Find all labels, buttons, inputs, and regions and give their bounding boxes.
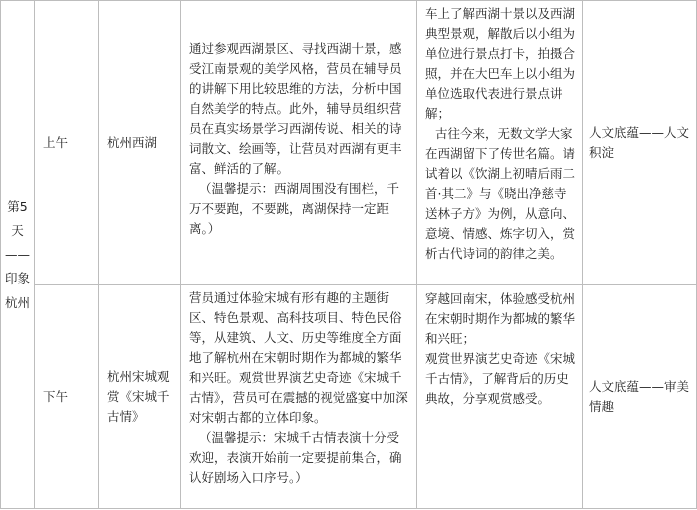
tip-text: （温馨提示：宋城千古情表演十分受欢迎，表演开始前一定要提前集合，确认好剧场入口序号。） [189, 430, 402, 485]
day-label-cell [1, 1, 35, 509]
time-cell [35, 1, 99, 285]
task-text: 穿越回南宋，体验感受杭州在宋朝时期作为都城的繁华和兴旺； [425, 291, 576, 346]
time-label: 下午 [43, 388, 69, 404]
literacy-cell [583, 285, 697, 509]
table-row-afternoon [1, 285, 697, 509]
task-cell [417, 285, 583, 509]
description-text: 通过参观西湖景区、寻找西湖十景，感受江南景观的美学风格，营员在辅导员的讲解下用比较思维的方法，分析中国自然美学的特点。此外，辅导员组织营员在真实场景学习西湖传说、相关的诗词散文、绘画等，让营员对西湖有更丰富、鲜活的了解。 [189, 41, 402, 176]
task-text: 观赏世界演艺史奇迹《宋城千古情》，了解背后的历史典故，分享观赏感受。 [425, 351, 576, 406]
place-cell [99, 1, 181, 285]
table-row-morning [1, 1, 697, 285]
task-text: 车上了解西湖十景以及西湖典型景观，解散后以小组为单位进行景点打卡，拍摄合照，并在大巴车上以小组为单位选取代表进行景点讲解； [425, 6, 576, 121]
literacy-label: 人文底蕴——审美情趣 [589, 378, 690, 414]
place-label: 杭州西湖 [107, 134, 158, 150]
place-label: 杭州宋城观赏《宋城千古情》 [107, 368, 170, 424]
tip-text: （温馨提示：西湖周围没有围栏，千万不要跑，不要跳，离湖保持一定距离。） [189, 181, 400, 236]
description-cell [181, 1, 417, 285]
time-cell [35, 285, 99, 509]
place-cell [99, 285, 181, 509]
literacy-cell [583, 1, 697, 285]
task-text: 古往今来，无数文学大家在西湖留下了传世名篇。请试着以《饮湖上初晴后雨二首·其二》与《晓出净慈寺送林子方》为例，从意向、意境、情感、炼字切入，赏析古代诗词的韵律之美。 [425, 126, 576, 261]
description-text: 营员通过体验宋城有形有趣的主题街区、特色景观、高科技项目、特色民俗等，从建筑、人文、历史等维度全方面地了解杭州在宋朝时期作为都城的繁华和兴旺。观赏世界演艺史奇迹《宋城千古情》，营员可在震撼的视觉盛宴中加深对宋朝古都的立体印象。 [189, 290, 408, 425]
day-label: 第5天——印象杭州 [4, 198, 30, 310]
description-cell [181, 285, 417, 509]
time-label: 上午 [43, 134, 69, 150]
literacy-label: 人文底蕴——人文积淀 [589, 124, 690, 160]
task-cell [417, 1, 583, 285]
